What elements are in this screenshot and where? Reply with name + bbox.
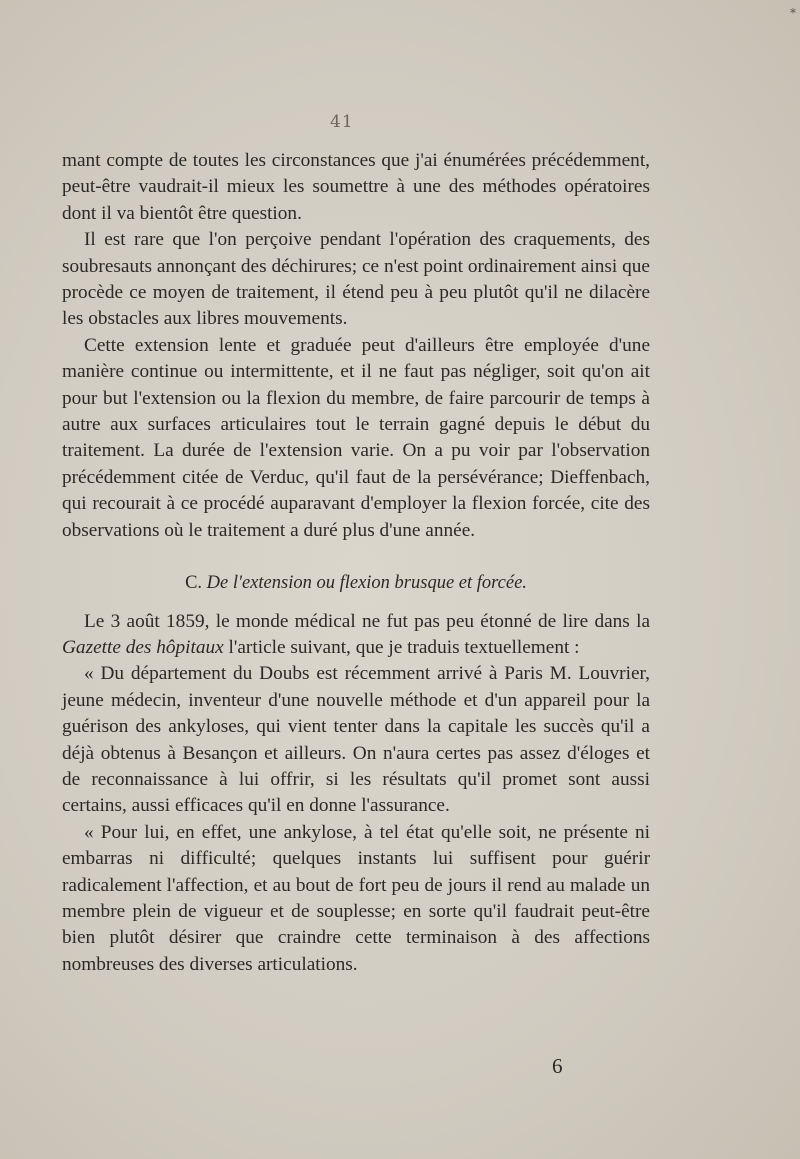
paragraph-4 (62, 609, 650, 662)
section-heading (62, 570, 650, 596)
paragraph-3: Cette extension lente et graduée peut d'ailleurs être employée d'une manière continue ou intermittente, et il ne faut pas négliger, soit qu'on ait pour but l'extension ou la flexion du membre, de faire parcourir de temps à autre aux surfaces articulaires tout le terrain gagné depuis le début du traitement. La durée de l'extension varie. On a pu voir par l'observation précédemment citée de Verduc, qu'il faut de la persévérance; Dieffenbach, qui recourait à ce procédé auparavant d'employer la flexion forcée, cite des observations où le traitement a duré plus d'une année. (62, 334, 650, 541)
paragraph-6: « Pour lui, en effet, une ankylose, à tel état qu'elle soit, ne présente ni embarras ni difficulté; quelques instants lui suffisent pour guérir radicalement l'affection, et au bout de fort peu de jours il rend au malade un membre plein de vigueur et de souplesse; en sorte qu'il faudrait peut-être bien plutôt désirer que craindre cette terminaison à des affections nombreuses des diverses articulations. (62, 821, 650, 975)
body-text (62, 148, 650, 978)
section-heading-letter: C. (185, 573, 203, 594)
signature-mark: 6 (552, 1054, 563, 1078)
corner-mark: * (790, 6, 796, 20)
paragraph-4-end: l'article suivant, que je traduis textuellement : (228, 636, 580, 658)
paragraph-1: mant compte de toutes les circonstances que j'ai énumérées précédemment, peut-être vaudrait-il mieux les soumettre à une des méthodes opératoires dont il va bientôt être question. (62, 150, 650, 224)
journal-title: Gazette des hôpitaux (62, 636, 224, 658)
page-number: 41 (330, 112, 354, 132)
paragraph-4-start: Le 3 août 1859, le monde médical ne fut pas peu étonné de lire dans la (84, 610, 650, 632)
paragraph-5: « Du département du Doubs est récemment arrivé à Paris M. Louvrier, jeune médecin, inventeur d'une nouvelle méthode et d'un appareil pour la guérison des ankyloses, qui vient tenter dans la capitale les succès qu'il a déjà obtenus à Besançon et ailleurs. On n'aura certes pas assez d'éloges et de reconnaissance à lui offrir, si les résultats qu'il promet sont aussi certains, aussi efficaces qu'il en donne l'assurance. (62, 663, 650, 817)
paragraph-2: Il est rare que l'on perçoive pendant l'opération des craquements, des soubresauts annonçant des déchirures; ce n'est point ordinairement ainsi que procède ce moyen de traitement, il étend peu à peu plutôt qu'il ne dilacère les obstacles aux libres mouvements. (62, 229, 650, 330)
section-heading-title: De l'extension ou flexion brusque et forcée. (206, 573, 527, 594)
